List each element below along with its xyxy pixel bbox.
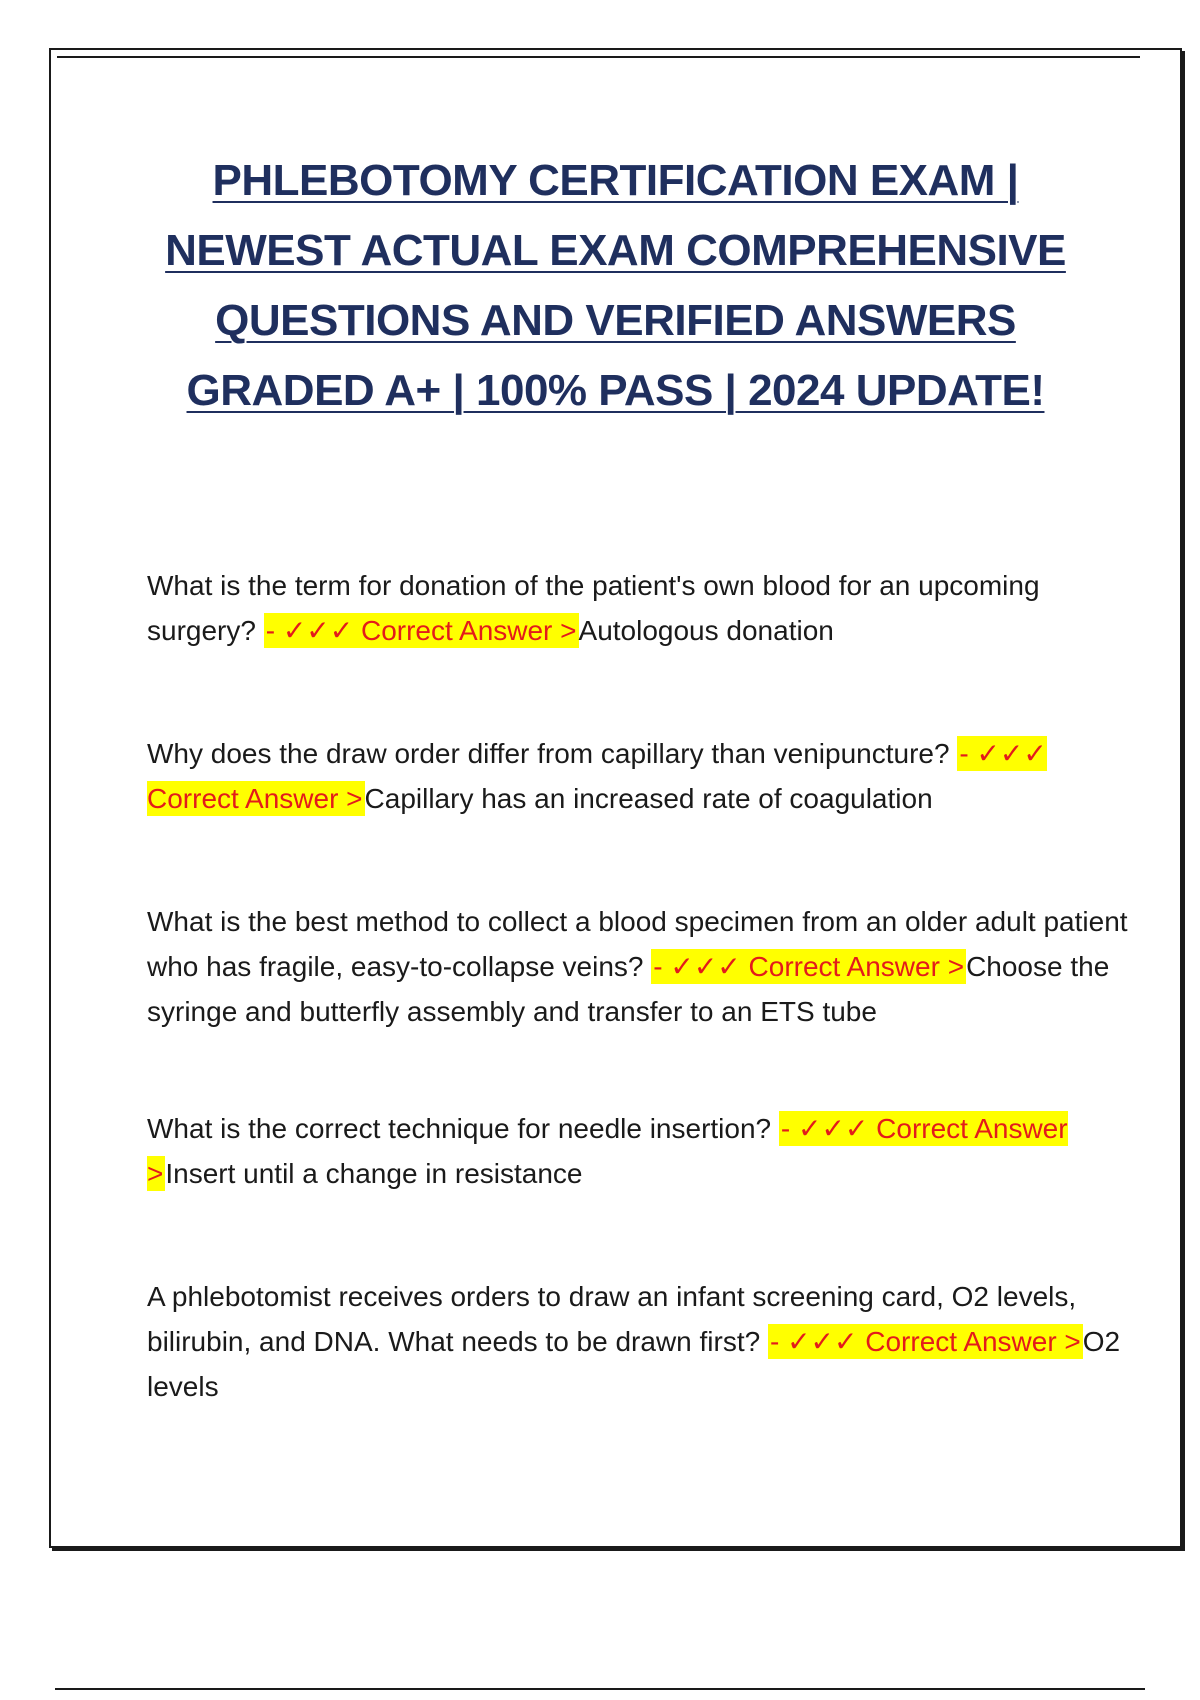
page-frame <box>49 48 1182 1548</box>
answer-text: Capillary has an increased rate of coagulation <box>364 783 933 814</box>
correct-answer-tag: - ✓✓✓ Correct Answer > <box>653 951 965 982</box>
correct-answer-tag: - ✓✓✓ Correct Answer > <box>265 615 577 646</box>
qa-item <box>147 563 1137 653</box>
title-line: PHLEBOTOMY CERTIFICATION EXAM | <box>212 156 1019 205</box>
document-title <box>51 146 1180 426</box>
correct-answer-tag: - ✓✓✓ Correct Answer > <box>769 1326 1081 1357</box>
qa-item <box>147 1106 1137 1196</box>
question-text: What is the term for donation of the patient's own blood for an upcoming surgery? <box>147 570 1040 646</box>
bottom-rule <box>55 1688 1145 1690</box>
title-line: QUESTIONS AND VERIFIED ANSWERS <box>215 296 1016 345</box>
qa-item <box>147 899 1137 1034</box>
question-text: Why does the draw order differ from capillary than venipuncture? <box>147 738 950 769</box>
answer-text: Choose the syringe and butterfly assembly and transfer to an ETS tube <box>147 951 1110 1027</box>
qa-item <box>147 731 1137 821</box>
question-text: What is the best method to collect a blood specimen from an older adult patient who has fragile, easy-to-collapse veins? <box>147 906 1128 982</box>
answer-text: Insert until a change in resistance <box>165 1158 583 1189</box>
qa-item <box>147 1274 1137 1409</box>
title-line: GRADED A+ | 100% PASS | 2024 UPDATE! <box>186 366 1045 415</box>
question-text: What is the correct technique for needle insertion? <box>147 1113 772 1144</box>
qa-list <box>147 563 1137 1409</box>
title-line: NEWEST ACTUAL EXAM COMPREHENSIVE <box>165 226 1066 275</box>
correct-answer-tag: - ✓✓✓ Correct Answer > <box>147 738 1047 814</box>
answer-text: O2 levels <box>147 1326 1121 1402</box>
answer-text: Autologous donation <box>578 615 834 646</box>
question-text: A phlebotomist receives orders to draw an infant screening card, O2 levels, bilirubin, and DNA. What needs to be drawn first? <box>147 1281 1077 1357</box>
top-rule <box>57 56 1140 58</box>
correct-answer-tag: - ✓✓✓ Correct Answer > <box>147 1113 1068 1189</box>
